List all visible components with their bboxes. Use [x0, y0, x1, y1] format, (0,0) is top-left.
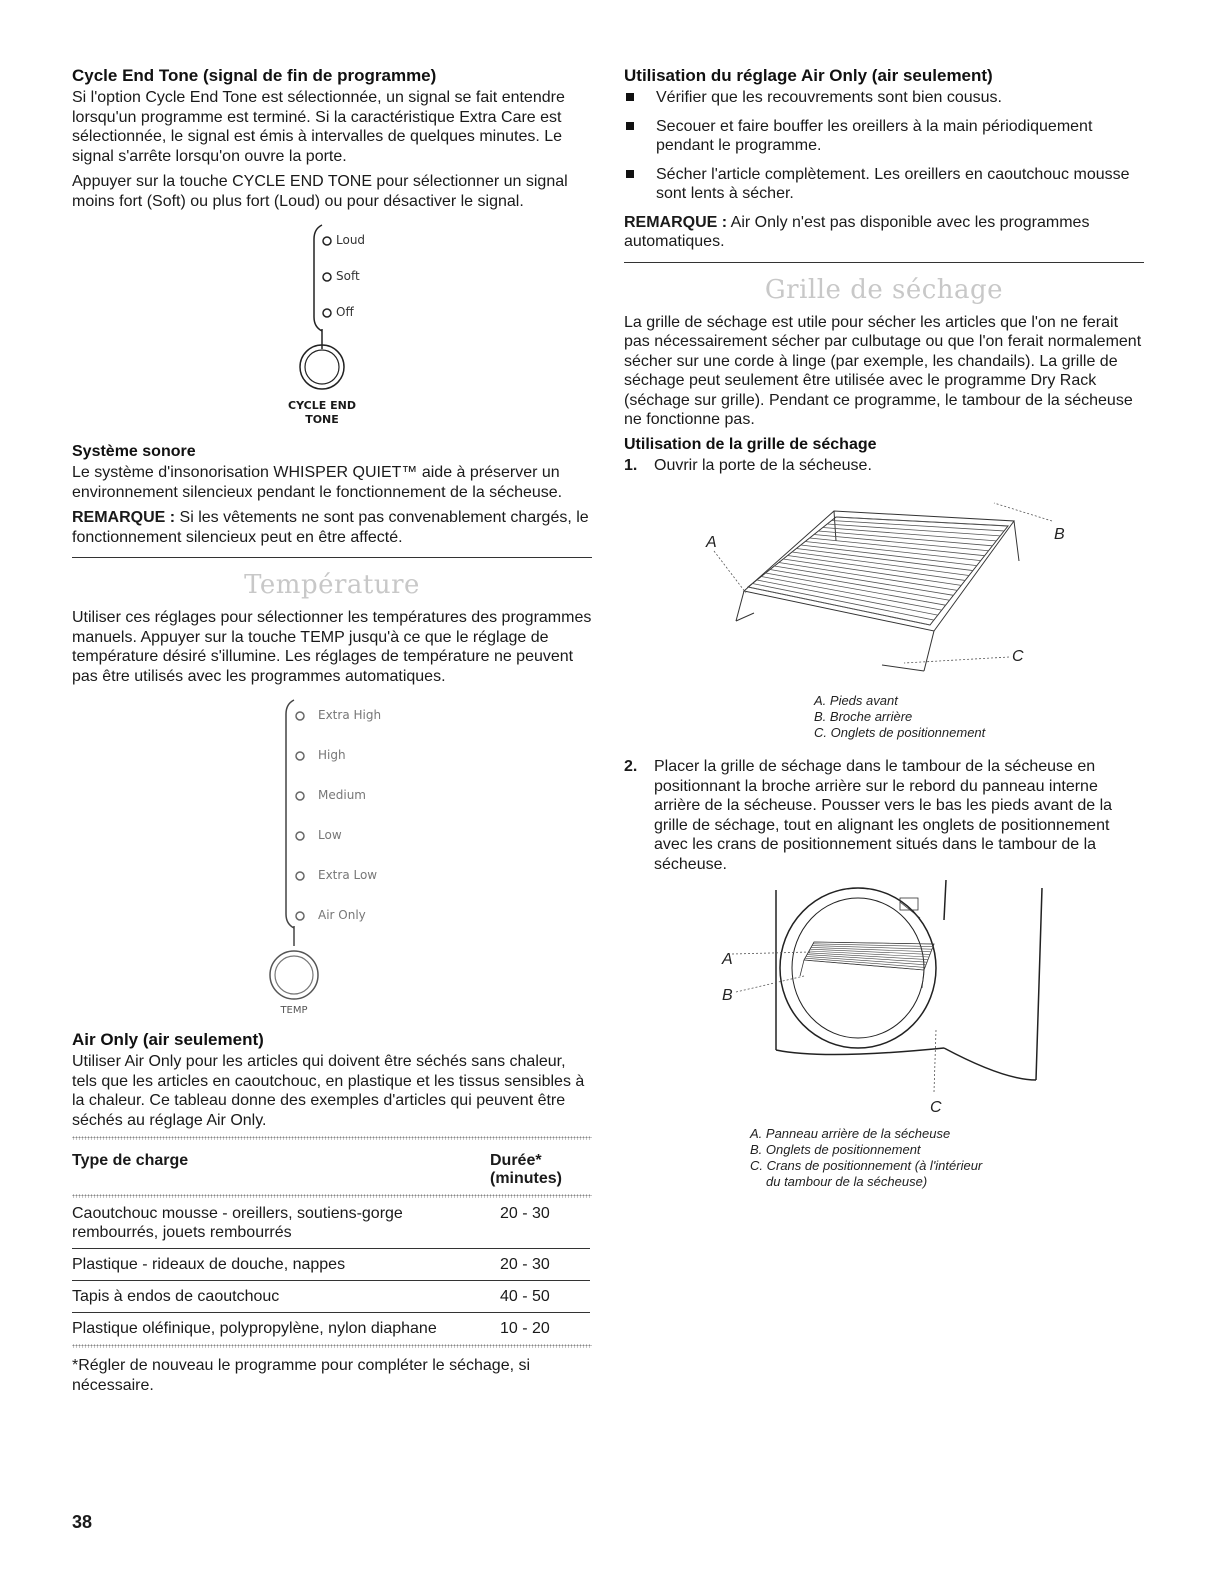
list-item — [624, 757, 1144, 874]
grille-subheading: Utilisation de la grille de séchage — [624, 435, 877, 453]
bullet-text: Sécher l'article complètement. Les oreillers en caoutchouc mousse sont lents à sécher. — [656, 165, 1130, 202]
caption-line: A. Panneau arrière de la sécheuse — [750, 1126, 951, 1141]
drying-rack-caption — [814, 693, 1144, 741]
temp-option-air-only: Air Only — [318, 908, 366, 922]
caption-line: C. Crans de positionnement (à l'intérieur — [750, 1158, 983, 1173]
table-row — [72, 1249, 590, 1281]
dryer-drum-figure — [624, 880, 1144, 1120]
systeme-sonore-paragraph: Le système d'insonorisation WHISPER QUIET™ aide à préserver un environnement silencieux pendant le fonctionnement de la sécheuse. — [72, 464, 563, 501]
grille-steps-2 — [624, 757, 1144, 874]
duration-label: Durée* — [490, 1152, 542, 1169]
section-divider — [72, 557, 592, 558]
air-only-use-note — [624, 213, 1144, 252]
bullet-text: Vérifier que les recouvrements sont bien cousus. — [656, 89, 1002, 106]
dryer-drum-caption — [750, 1126, 1144, 1190]
cycle-option-soft: Soft — [336, 269, 360, 283]
step-number: 2. — [624, 758, 638, 775]
drying-rack-illustration — [624, 481, 1144, 691]
systeme-sonore-note — [72, 508, 592, 547]
temperature-paragraph: Utiliser ces réglages pour sélectionner les températures des programmes manuels. Appuyer sur la touche TEMP jusqu'à ce que le réglage de température désiré s'illumine. Les réglages de température ne peuvent pas être utilisés avec les programmes automatiques. — [72, 609, 592, 685]
dryer-drum-illustration — [624, 880, 1144, 1120]
cycle-end-tone-heading: Cycle End Tone (signal de fin de programme) — [72, 66, 437, 85]
bullet-icon — [626, 170, 634, 178]
air-only-heading: Air Only (air seulement) — [72, 1030, 264, 1049]
temp-option-high: High — [318, 748, 346, 762]
drum-rack-wire — [805, 958, 925, 967]
rack-wire — [761, 577, 942, 611]
knob-label-line-2: TONE — [305, 413, 339, 426]
note-label: REMARQUE : — [624, 213, 728, 231]
air-only-table — [72, 1146, 590, 1194]
duration-unit: (minutes) — [490, 1170, 562, 1187]
table-cell-time: 20 - 30 — [500, 1249, 590, 1281]
note-text: Si les vêtements ne sont pas convenablement chargés, le fonctionnement silencieux peut en être affecté. — [72, 509, 589, 546]
rack-wire — [814, 535, 989, 551]
air-only-table-body — [72, 1198, 590, 1344]
grille-paragraph: La grille de séchage est utile pour sécher les articles que l'on ne ferait pas nécessairement sécher par culbutage ou que l'on ferait normalement sécher sur une corde à linge (par exemple, les chandails). La grille de séchage peut seulement être utilisée avec le programme Dry Rack (séchage sur grille). Pendant ce programme, le tambour de la sécheuse ne fonctionne pas. — [624, 313, 1142, 428]
note-text: Air Only n'est pas disponible avec les programmes automatiques. — [624, 213, 1090, 250]
table-bottom-border — [72, 1344, 592, 1348]
list-item — [624, 88, 1144, 108]
fig1-label-b: B — [1054, 526, 1065, 543]
table-cell-type: Caoutchouc mousse - oreillers, soutiens-gorge rembourrés, jouets rembourrés — [72, 1198, 500, 1249]
note-label: REMARQUE : — [72, 509, 176, 526]
drum-rack-wire — [806, 956, 926, 964]
cycle-end-tone-selector — [72, 217, 592, 439]
rack-wire — [792, 552, 969, 576]
list-item — [624, 456, 1144, 476]
fig2-label-a: A — [722, 951, 733, 968]
list-item — [624, 117, 1144, 156]
drying-rack-figure — [624, 481, 1144, 691]
caption-line: C. Onglets de positionnement — [814, 725, 986, 740]
table-header-duration — [490, 1146, 590, 1194]
fig1-label-c: C — [1012, 648, 1024, 665]
knob-label-line-1: CYCLE END — [288, 399, 356, 412]
right-column — [624, 66, 1144, 1190]
table-top-border — [72, 1136, 592, 1140]
air-only-use-heading: Utilisation du réglage Air Only (air seulement) — [624, 66, 993, 85]
temp-option-low: Low — [318, 828, 342, 842]
bullet-icon — [626, 122, 634, 130]
fig2-label-c: C — [930, 1099, 942, 1116]
rack-wire — [752, 584, 934, 621]
air-only-bullets — [624, 88, 1144, 204]
drum-rack-wire — [804, 960, 924, 970]
temperature-bracket-icon — [72, 692, 592, 1022]
caption-line: A. Pieds avant — [814, 693, 898, 708]
table-row — [72, 1198, 590, 1249]
grille-title: Grille de séchage — [764, 274, 1004, 305]
caption-line: du tambour de la sécheuse) — [766, 1174, 928, 1189]
table-cell-time: 20 - 30 — [500, 1198, 590, 1249]
cycle-option-loud: Loud — [336, 233, 366, 247]
rack-wire — [757, 580, 938, 615]
fig2-label-b: B — [722, 987, 733, 1004]
temperature-knob-icon — [270, 951, 318, 999]
table-cell-type: Tapis à endos de caoutchouc — [72, 1281, 500, 1313]
table-cell-time: 40 - 50 — [500, 1281, 590, 1313]
bullet-text: Secouer et faire bouffer les oreillers à la main périodiquement pendant le programme. — [656, 117, 1093, 154]
table-cell-type: Plastique - rideaux de douche, nappes — [72, 1249, 500, 1281]
step-text: Ouvrir la porte de la sécheuse. — [654, 456, 872, 474]
rack-wire — [805, 542, 981, 561]
table-cell-time: 10 - 20 — [500, 1320, 550, 1337]
fig1-label-a: A — [706, 534, 717, 551]
list-item — [624, 165, 1144, 204]
drum-rack-wire — [811, 947, 931, 951]
cycle-end-tone-paragraph-1: Si l'option Cycle End Tone est sélectionnée, un signal se fait entendre lorsqu'un programme est terminé. Si la caractéristique Extra Care est sélectionnée, le signal est émis à intervalles de quelques minutes. Le signal s'arrête lorsqu'on ouvre la porte. — [72, 89, 565, 165]
rack-wire — [748, 587, 930, 625]
drum-rack-wire — [814, 942, 934, 944]
temp-option-extra-high: Extra High — [318, 708, 382, 722]
table-cell-type: Plastique oléfinique, polypropylène, nylon diaphane — [72, 1320, 437, 1337]
left-column — [72, 66, 592, 1401]
table-header-type: Type de charge — [72, 1152, 189, 1169]
rack-wire — [836, 517, 1008, 526]
cycle-option-off: Off — [336, 305, 354, 319]
air-only-footnote: *Régler de nouveau le programme pour compléter le séchage, si nécessaire. — [72, 1357, 531, 1394]
caption-line: B. Broche arrière — [814, 709, 913, 724]
bullet-icon — [626, 93, 634, 101]
temperature-knob-label: TEMP — [280, 1005, 308, 1016]
temp-option-extra-low: Extra Low — [318, 868, 378, 882]
table-row — [72, 1313, 590, 1345]
grille-steps — [624, 456, 1144, 476]
section-divider — [624, 262, 1144, 263]
page-number: 38 — [72, 1512, 93, 1532]
temp-option-medium: Medium — [318, 788, 366, 802]
air-only-paragraph: Utiliser Air Only pour les articles qui doivent être séchés sans chaleur, tels que les articles en caoutchouc, en plastique et les tissus sensibles à la chaleur. Ce tableau donne des exemples d'articles qui peuvent être séchés au réglage Air Only. — [72, 1053, 585, 1129]
systeme-sonore-heading: Système sonore — [72, 443, 196, 460]
temperature-selector — [72, 692, 592, 1022]
cycle-end-tone-paragraph-2: Appuyer sur la touche CYCLE END TONE pour sélectionner un signal moins fort (Soft) ou plus fort (Loud) ou pour désactiver le signal. — [72, 173, 568, 210]
cycle-end-tone-knob-label — [262, 399, 382, 427]
temperature-title: Température — [244, 570, 420, 600]
table-row — [72, 1281, 590, 1313]
cycle-end-tone-knob-icon — [300, 345, 344, 389]
step-number: 1. — [624, 456, 638, 474]
caption-line: B. Onglets de positionnement — [750, 1142, 921, 1157]
step-text: Placer la grille de séchage dans le tambour de la sécheuse en positionnant la broche arrière sur le rebord du panneau interne arrière de la sécheuse. Pousser vers le bas les pieds avant de la grille de séchage, tout en alignant les onglets de positionnement avec les crans de positionnement situés dans le tambour de la sécheuse. — [654, 758, 1113, 873]
rack-wire — [766, 573, 946, 605]
rack-wire — [801, 545, 977, 566]
